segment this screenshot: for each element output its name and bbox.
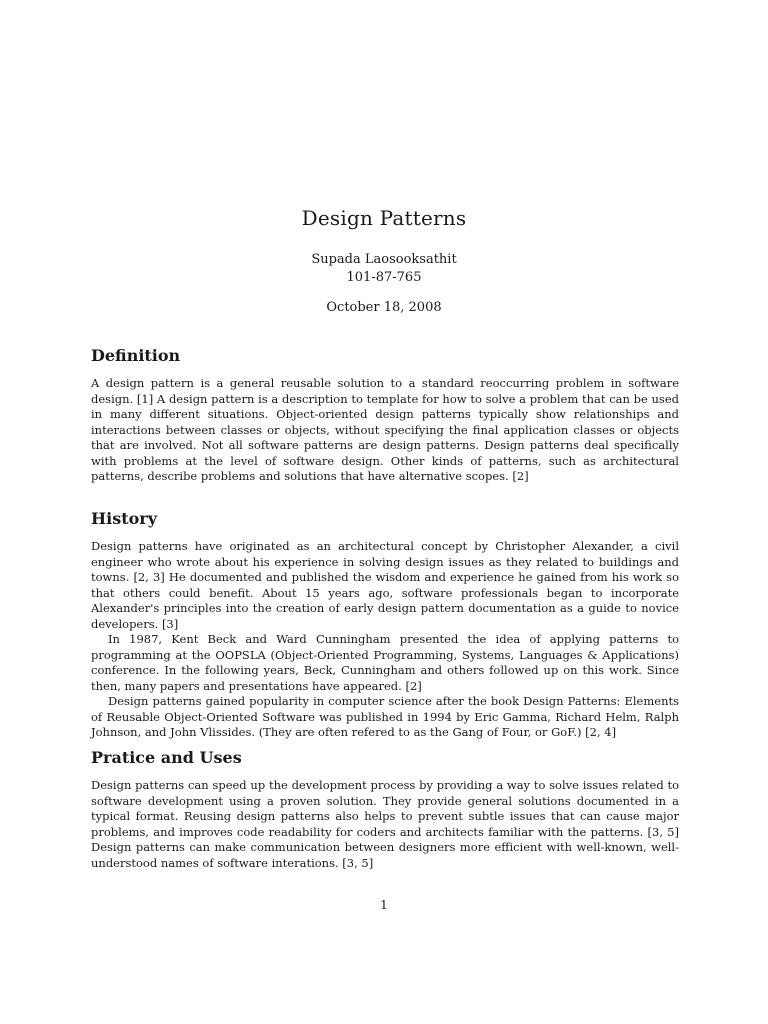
practice-paragraph-1: Design patterns can speed up the development process by providing a way to solve issues related to software development using a proven solution. They provide general solutions documented in a typical format. Reusing design patterns also helps to prevent subtle issues that can cause major problems, and improves code readability for coders and architects familiar with the patterns. [3, 5] Design patterns can make communication between designers more efficient with well-known, well-understood names of software interations. [3, 5] bbox=[91, 778, 679, 870]
student-id: 101-87-765 bbox=[346, 270, 422, 285]
document-title: Design Patterns bbox=[301, 206, 467, 230]
section-heading-history: History bbox=[91, 509, 157, 528]
history-paragraph-2: In 1987, Kent Beck and Ward Cunningham presented the idea of applying patterns to programming at the OOPSLA (Object-Oriented Programming, Systems, Languages & Applications) conference. In the following years, Beck, Cunningham and others followed up on this work. Since then, many papers and presentations have appeared. [2] bbox=[91, 632, 679, 693]
section-heading-practice: Pratice and Uses bbox=[91, 748, 242, 767]
page-number: 1 bbox=[380, 898, 388, 912]
history-paragraph-1: Design patterns have originated as an architectural concept by Christopher Alexander, a civil engineer who wrote about his experience in solving design issues as they related to buildings and towns. [2, 3] He documented and published the wisdom and experience he gained from his work so that others could benefit. About 15 years ago, software professionals began to incorporate Alexander's principles into the creation of early design pattern documentation as a guide to novice developers. [3] bbox=[91, 539, 679, 631]
section-history bbox=[91, 509, 679, 741]
section-definition bbox=[91, 346, 679, 485]
history-paragraph-3: Design patterns gained popularity in computer science after the book Design Patterns: Elements of Reusable Object-Oriented Software was published in 1994 by Eric Gamma, Richard Helm, Ralph Johnson, and John Vlissides. (They are often refered to as the Gang of Four, or GoF.) [2, 4] bbox=[91, 694, 679, 739]
definition-paragraph-1: A design pattern is a general reusable solution to a standard reoccurring problem in software design. [1] A design pattern is a description to template for how to solve a problem that can be used in many different situations. Object-oriented design patterns typically show relationships and interactions between classes or objects, without specifying the final application classes or objects that are involved. Not all software patterns are design patterns. Design patterns deal specifically with problems at the level of software design. Other kinds of patterns, such as architectural patterns, describe problems and solutions that have alternative scopes. [2] bbox=[91, 376, 679, 483]
document-date: October 18, 2008 bbox=[326, 300, 442, 315]
section-practice-and-uses bbox=[91, 748, 679, 871]
author-name: Supada Laosooksathit bbox=[311, 252, 457, 267]
section-heading-definition: Definition bbox=[91, 346, 181, 365]
